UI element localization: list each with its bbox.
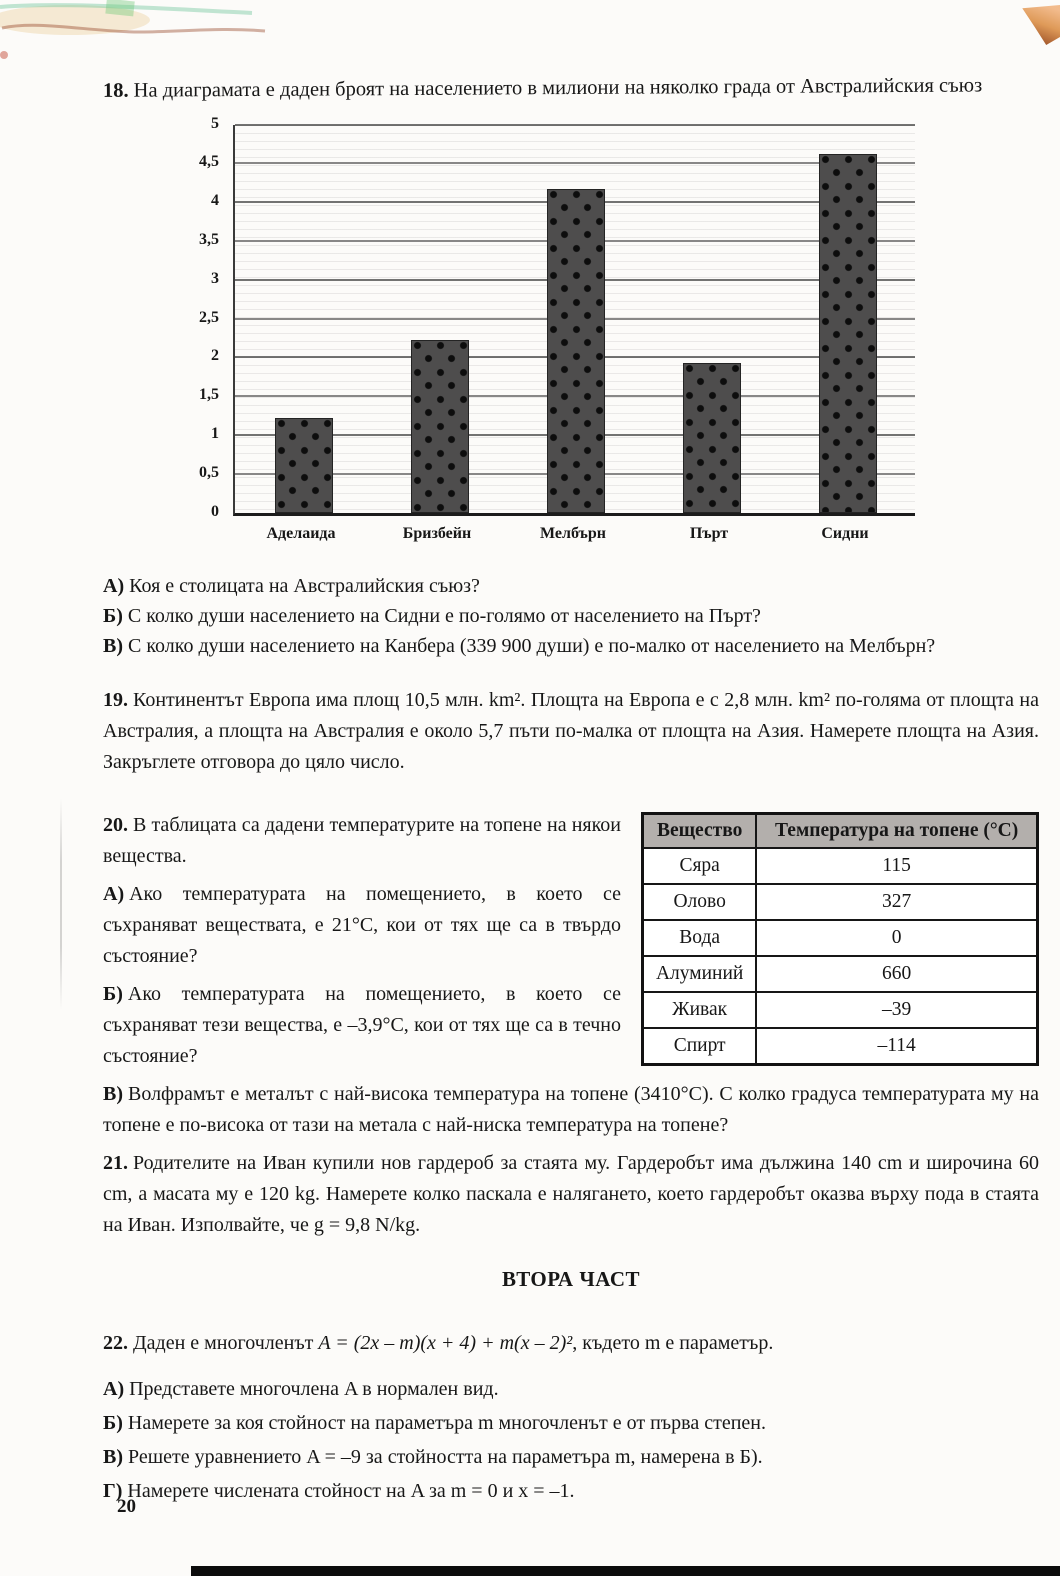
table-row xyxy=(643,884,1038,920)
question-21: 21. Родителите на Иван купили нов гардероб за стаята му. Гардеробът има дължина 140 cm и широчина 60 cm, а масата му е 120 kg. Намерете колко паскала е налягането, което гардеробът оказва върху пода в стаята на Иван. Изполвайте, че g = 9,8 N/kg. xyxy=(103,1151,1039,1236)
table-cell: Спирт xyxy=(643,1028,757,1065)
y-tick-label: 2 xyxy=(211,347,219,365)
gridline xyxy=(235,162,915,164)
question-18-number: 18. xyxy=(102,79,129,102)
table-row xyxy=(643,920,1038,956)
q18-item-v: В) С колко души населението на Канбера (339 900 души) е по-малко от населението на Мелбърн? xyxy=(103,634,936,657)
y-tick-label: 3,5 xyxy=(199,231,219,249)
gridline xyxy=(235,124,915,126)
page-number: 20 xyxy=(117,1496,136,1517)
chart-bar xyxy=(275,418,333,513)
y-tick-label: 2,5 xyxy=(199,308,219,326)
q22-item-a: А) Представете многочлена A в нормален вид. xyxy=(103,1377,499,1400)
population-bar-chart xyxy=(199,114,933,555)
question-19: 19. Континентът Европа има площ 10,5 млн. km². Площта на Европа е с 2,8 млн. km² по-голяма от площта на Австралия, а площта на Австралия е около 5,7 пъти по-малка от площта на Азия. Намерете площта на Азия. Закръглете отговора до цяло число. xyxy=(103,688,1039,773)
table-row xyxy=(643,992,1038,1028)
y-tick-label: 1,5 xyxy=(199,386,219,404)
scan-edge-bar xyxy=(191,1566,1060,1576)
table-cell: 0 xyxy=(756,920,1037,956)
q18-item-a: А) Коя е столицата на Австралийския съюз? xyxy=(103,574,480,597)
y-tick-label: 5 xyxy=(211,114,219,132)
y-tick-label: 0,5 xyxy=(199,463,219,481)
part-two-heading: ВТОРА ЧАСТ xyxy=(501,1266,641,1291)
scan-smudge-top-right xyxy=(1014,5,1060,45)
q18-item-b: Б) С колко души населението на Сидни е по-голямо от населението на Пърт? xyxy=(103,604,761,627)
chart-bar xyxy=(411,340,469,513)
chart-bar xyxy=(819,154,877,513)
table-cell: 327 xyxy=(756,884,1037,920)
question-20 xyxy=(103,810,1039,1141)
chart-plot xyxy=(233,125,915,516)
table-header-cell: Температура на топене (°C) xyxy=(756,813,1037,848)
scan-smudge-top-left xyxy=(0,0,280,62)
table-row xyxy=(643,1028,1038,1065)
q22-item-g: Г) Намерете числената стойност на A за m = 0 и x = –1. xyxy=(103,1479,575,1502)
table-cell: Олово xyxy=(643,884,757,920)
melting-table xyxy=(641,812,1039,1066)
table-cell: Живак xyxy=(643,992,757,1028)
x-category-label: Мелбърн xyxy=(539,524,606,542)
table-cell: –114 xyxy=(756,1028,1037,1065)
x-category-label: Сидни xyxy=(821,524,869,542)
q22-item-b: Б) Намерете за коя стойност на параметъра m многочленът е от първа степен. xyxy=(103,1411,766,1434)
table-row xyxy=(643,848,1038,884)
table-cell: Алуминий xyxy=(643,956,757,992)
question-22 xyxy=(103,1326,1039,1508)
x-category-label: Аделаида xyxy=(266,524,336,542)
table-row xyxy=(643,956,1038,992)
x-category-label: Пърт xyxy=(689,524,729,542)
table-header-cell: Вещество xyxy=(643,813,757,848)
q22-formula: A = (2x – m)(x + 4) + m(x – 2)² xyxy=(318,1331,573,1354)
table-cell: –39 xyxy=(756,992,1037,1028)
x-category-label: Бризбейн xyxy=(402,524,472,542)
table-cell: Вода xyxy=(643,920,757,956)
q20-item-a: А) Ако температурата на помещението, в което се съхраняват веществата, е 21°C, кои от тях ще са в твърдо състояние? xyxy=(103,882,621,967)
y-tick-label: 1 xyxy=(211,425,219,443)
question-18-title xyxy=(103,71,1039,105)
q20-item-v: В) Волфрамът е металът с най-висока температура на топене (3410°C). С колко градуса температурата му на топене е по-висока от тази на метала с най-ниска температура на топене? xyxy=(103,1082,1039,1136)
table-cell: 660 xyxy=(756,956,1037,992)
table-cell: 115 xyxy=(756,848,1037,884)
melting-table-header-row xyxy=(643,813,1038,848)
y-tick-label: 3 xyxy=(211,269,219,287)
melting-table-body xyxy=(643,848,1038,1065)
y-tick-label: 4,5 xyxy=(199,153,219,171)
chart-bar xyxy=(683,363,741,512)
y-tick-label: 4 xyxy=(211,192,219,210)
scan-crease-left xyxy=(60,798,62,1010)
q22-item-v: В) Решете уравнението A = –9 за стойността на параметъра m, намерена в Б). xyxy=(103,1445,763,1468)
y-tick-label: 0 xyxy=(211,502,219,520)
question-18-items xyxy=(103,571,1039,661)
question-18-text: На диаграмата е даден броят на населението в милиони на няколко града от Австралийския съюз xyxy=(133,74,983,102)
chart-bar xyxy=(547,189,605,513)
table-cell: Сяра xyxy=(643,848,757,884)
chart-x-labels xyxy=(233,525,913,555)
q22-statement: 22. Даден е многочленът A = (2x – m)(x + 4) + m(x – 2)², където m е параметър. xyxy=(103,1331,774,1354)
chart-y-axis xyxy=(175,114,225,520)
q20-item-b: Б) Ако температурата на помещението, в което се съхраняват тези вещества, е –3,9°C, кои от тях ще са в течно състояние? xyxy=(103,982,621,1067)
q20-intro: 20. В таблицата са дадени температурите на топене на някои вещества. xyxy=(103,813,621,867)
